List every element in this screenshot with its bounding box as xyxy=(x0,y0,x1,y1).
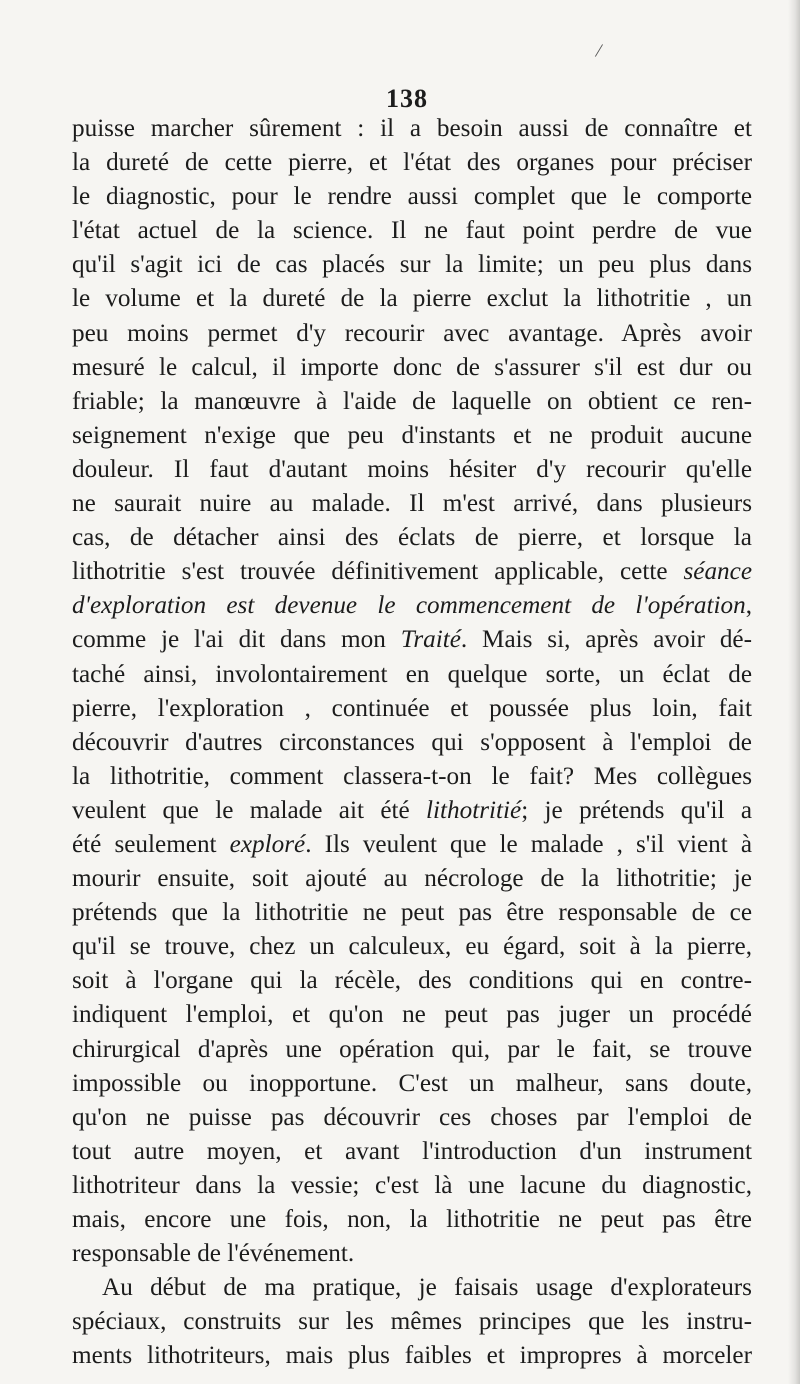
italic-text: exploré xyxy=(229,830,306,858)
text-segment: . Ils veulent que le malade , s'il vient à xyxy=(305,830,753,858)
text-line: seignement n'exige que peu d'instants et ne produit aucune xyxy=(72,421,752,449)
text-line: chirurgical d'après une opération qui, par le fait, se trouve xyxy=(72,1035,752,1063)
text-line: puisse marcher sûrement : il a besoin aussi de connaître et xyxy=(72,115,752,142)
text-line: tout autre moyen, et avant l'introduction d'un instrument xyxy=(72,1137,752,1165)
text-line: peu moins permet d'y recourir avec avantage. Après avoir xyxy=(72,319,752,347)
text-line: friable; la manœuvre à l'aide de laquelle on obtient ce ren- xyxy=(72,387,752,415)
text-line: qu'il s'agit ici de cas placés sur la limite; un peu plus dans xyxy=(72,251,752,279)
italic-text: séance xyxy=(683,558,753,586)
text-line: prétends que la lithotritie ne peut pas être responsable de ce xyxy=(72,899,752,927)
text-line: ne saurait nuire au malade. Il m'est arrivé, dans plusieurs xyxy=(72,490,752,518)
text-segment: ; je prétends qu'il a xyxy=(521,796,753,824)
text-line: soit à l'organe qui la récèle, des conditions qui en contre- xyxy=(72,967,752,995)
text-segment: . Mais si, après avoir dé- xyxy=(460,626,752,654)
text-line: impossible ou inopportune. C'est un malheur, sans doute, xyxy=(72,1069,752,1097)
text-line: qu'il se trouve, chez un calculeux, eu égard, soit à la pierre, xyxy=(72,933,752,961)
text-line: douleur. Il faut d'autant moins hésiter d'y recourir qu'elle xyxy=(72,455,752,483)
text-segment: , xyxy=(745,592,752,620)
text-line xyxy=(72,623,752,657)
text-line xyxy=(72,589,752,623)
text-line: Au début de ma pratique, je faisais usage d'explorateurs xyxy=(102,1274,752,1302)
text-line: taché ainsi, involontairement en quelque sorte, un éclat de xyxy=(72,660,752,688)
text-line: qu'on ne puisse pas découvrir ces choses par l'emploi de xyxy=(72,1103,752,1131)
text-segment: lithotritie s'est trouvée définitivement applicable, cette xyxy=(72,558,668,586)
text-line: le volume et la dureté de la pierre exclut la lithotritie , un xyxy=(72,285,752,313)
text-line: la dureté de cette pierre, et l'état des organes pour préciser xyxy=(72,149,752,177)
text-segment: été seulement xyxy=(72,830,217,858)
text-line: découvrir d'autres circonstances qui s'opposent à l'emploi de xyxy=(72,728,752,756)
body-text xyxy=(72,112,752,1373)
italic-text: lithotritié xyxy=(426,796,522,824)
page-number: 138 xyxy=(386,84,428,113)
text-segment: comme je l'ai dit dans mon xyxy=(72,626,386,654)
italic-text: d'exploration est devenue le commencement de l'opération xyxy=(72,592,746,620)
text-line xyxy=(72,555,752,589)
pencil-mark: / xyxy=(593,39,604,63)
text-line xyxy=(72,828,752,862)
italic-text: Traité xyxy=(400,626,461,654)
text-line: l'état actuel de la science. Il ne faut point perdre de vue xyxy=(72,217,752,245)
text-line: lithotriteur dans la vessie; c'est là une lacune du diagnostic, xyxy=(72,1171,752,1199)
text-line: ments lithotriteurs, mais plus faibles et impropres à morceler xyxy=(72,1342,752,1370)
page-edge-shadow xyxy=(788,0,800,1384)
text-line: responsable de l'événement. xyxy=(72,1240,355,1268)
text-line: indiquent l'emploi, et qu'on ne peut pas juger un procédé xyxy=(72,1001,752,1029)
text-line: le diagnostic, pour le rendre aussi complet que le comporte xyxy=(72,183,752,211)
text-line: mais, encore une fois, non, la lithotritie ne peut pas être xyxy=(72,1206,752,1233)
text-segment: veulent que le malade ait été xyxy=(72,796,410,824)
text-line: mesuré le calcul, il importe donc de s'assurer s'il est dur ou xyxy=(72,353,752,381)
text-line: mourir ensuite, soit ajouté au nécrologe de la lithotritie; je xyxy=(72,865,752,893)
text-line: spéciaux, construits sur les mêmes principes que les instru- xyxy=(72,1308,752,1336)
text-line: pierre, l'exploration , continuée et poussée plus loin, fait xyxy=(72,694,752,722)
text-line: cas, de détacher ainsi des éclats de pierre, et lorsque la xyxy=(72,524,752,552)
text-line: la lithotritie, comment classera-t-on le fait? Mes collègues xyxy=(72,762,752,790)
text-line xyxy=(72,794,752,828)
